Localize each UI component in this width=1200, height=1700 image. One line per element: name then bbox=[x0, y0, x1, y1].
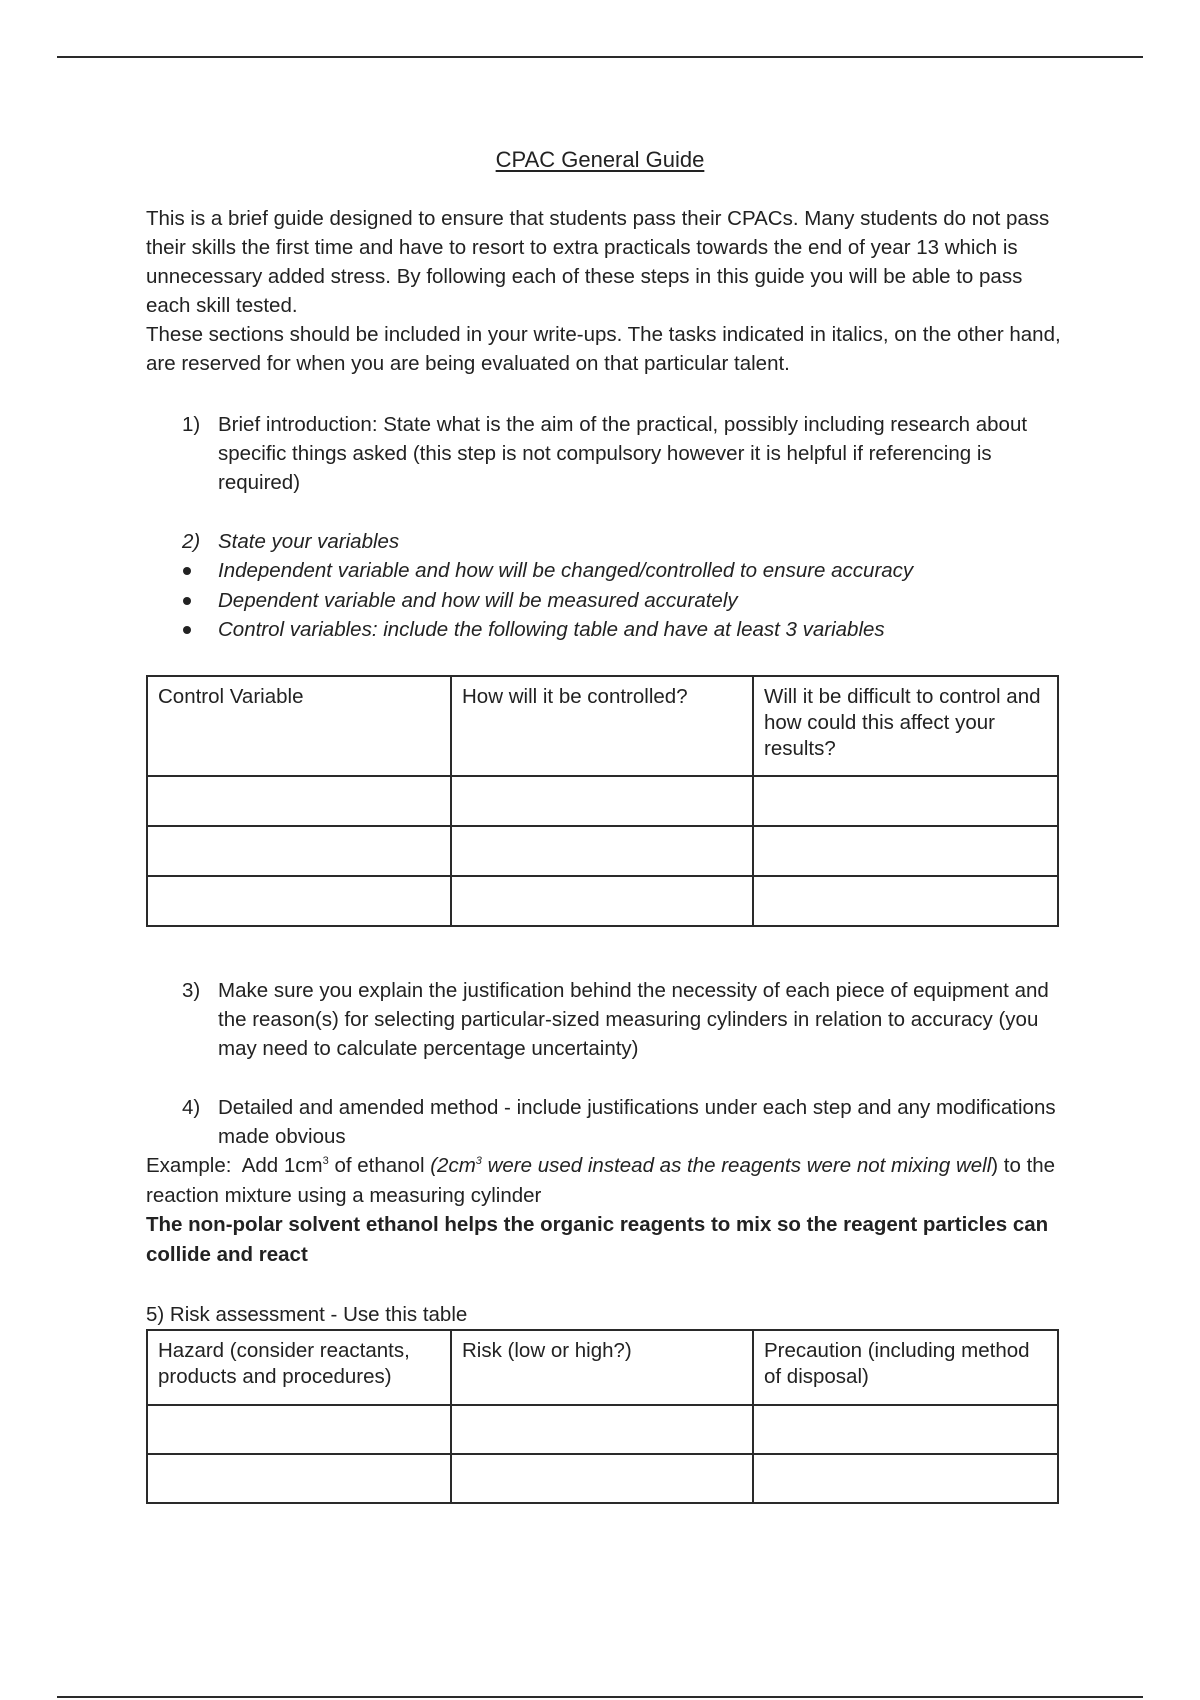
table-row bbox=[147, 1454, 1058, 1503]
footer-rule bbox=[57, 1696, 1143, 1698]
step-text: Brief introduction: State what is the aim of the practical, possibly including research about specific things asked (this step is not compulsory however it is helpful if referencing is required) bbox=[218, 413, 1028, 494]
step-1 bbox=[146, 410, 1066, 497]
bullet-icon bbox=[183, 626, 191, 634]
example-block bbox=[146, 1151, 1066, 1269]
example-text: Example: Add $1cm^3$ of ethanol ($2cm^3$ were used instead as the reagents were not mixing well) to the reaction mixture using a measuring cylinder bbox=[146, 1154, 1056, 1207]
step-2 bbox=[146, 527, 1066, 556]
header-cell-how-controlled: How will it be controlled? bbox=[451, 676, 753, 776]
risk-assessment-label: 5) Risk assessment - Use this table bbox=[146, 1303, 468, 1326]
bullet-icon bbox=[183, 567, 191, 575]
table-cell[interactable] bbox=[753, 826, 1058, 876]
step-3 bbox=[146, 976, 1066, 1063]
table-cell[interactable] bbox=[147, 1454, 451, 1503]
table-cell[interactable] bbox=[147, 876, 451, 926]
intro-paragraph-2: These sections should be included in your write-ups. The tasks indicated in italics, on the other hand, are reserved for when you are being evaluated on that particular talent. bbox=[146, 323, 1061, 375]
step-number: 2) bbox=[182, 530, 201, 553]
table-cell[interactable] bbox=[147, 776, 451, 826]
table-row bbox=[147, 1405, 1058, 1454]
step-text: Make sure you explain the justification behind the necessity of each piece of equipment and the reason(s) for selecting particular-sized measuring cylinders in relation to accuracy (you may need to calculate percentage uncertainty) bbox=[218, 979, 1049, 1060]
step-number: 1) bbox=[182, 413, 201, 436]
bullet-item: Control variables: include the following table and have at least 3 variables bbox=[146, 615, 1066, 645]
header-rule bbox=[57, 56, 1143, 58]
table-cell[interactable] bbox=[753, 1454, 1058, 1503]
header-cell-difficulty: Will it be difficult to control and how could this affect your results? bbox=[753, 676, 1058, 776]
table-cell[interactable] bbox=[147, 1405, 451, 1454]
header-cell-risk: Risk (low or high?) bbox=[451, 1330, 753, 1405]
table-cell[interactable] bbox=[753, 776, 1058, 826]
step-number: 3) bbox=[182, 979, 201, 1002]
risk-assessment-table bbox=[146, 1329, 1059, 1504]
table-header-row bbox=[147, 1330, 1058, 1405]
bullet-icon bbox=[183, 597, 191, 605]
step-text: Detailed and amended method - include justifications under each step and any modifications made obvious bbox=[218, 1096, 1056, 1148]
table-row bbox=[147, 776, 1058, 826]
table-cell[interactable] bbox=[147, 826, 451, 876]
table-cell[interactable] bbox=[451, 1405, 753, 1454]
table-cell[interactable] bbox=[451, 826, 753, 876]
table-cell[interactable] bbox=[753, 1405, 1058, 1454]
table-cell[interactable] bbox=[451, 1454, 753, 1503]
bullet-item: Dependent variable and how will be measured accurately bbox=[146, 586, 1066, 616]
table-row bbox=[147, 876, 1058, 926]
step-4 bbox=[146, 1093, 1066, 1151]
page-title: CPAC General Guide bbox=[495, 147, 705, 172]
variable-bullet-list bbox=[146, 556, 1066, 645]
step-number: 4) bbox=[182, 1096, 201, 1119]
table-cell[interactable] bbox=[753, 876, 1058, 926]
table-row bbox=[147, 826, 1058, 876]
bullet-item: Independent variable and how will be changed/controlled to ensure accuracy bbox=[146, 556, 1066, 586]
table-header-row bbox=[147, 676, 1058, 776]
table-cell[interactable] bbox=[451, 776, 753, 826]
intro-paragraph-1: This is a brief guide designed to ensure that students pass their CPACs. Many students do not pass their skills the first time and have to resort to extra practicals towards the end of year 13 which is unnecessary added stress. By following each of these steps in this guide you will be able to pass each skill tested. bbox=[146, 207, 1050, 317]
example-justification: The non-polar solvent ethanol helps the organic reagents to mix so the reagent particles can collide and react bbox=[146, 1213, 1049, 1266]
header-cell-precaution: Precaution (including method of disposal) bbox=[753, 1330, 1058, 1405]
intro-section bbox=[146, 204, 1066, 378]
header-cell-hazard: Hazard (consider reactants, products and procedures) bbox=[147, 1330, 451, 1405]
step-text: State your variables bbox=[218, 530, 400, 553]
header-cell-control-variable: Control Variable bbox=[147, 676, 451, 776]
table-cell[interactable] bbox=[451, 876, 753, 926]
control-variables-table bbox=[146, 675, 1059, 927]
